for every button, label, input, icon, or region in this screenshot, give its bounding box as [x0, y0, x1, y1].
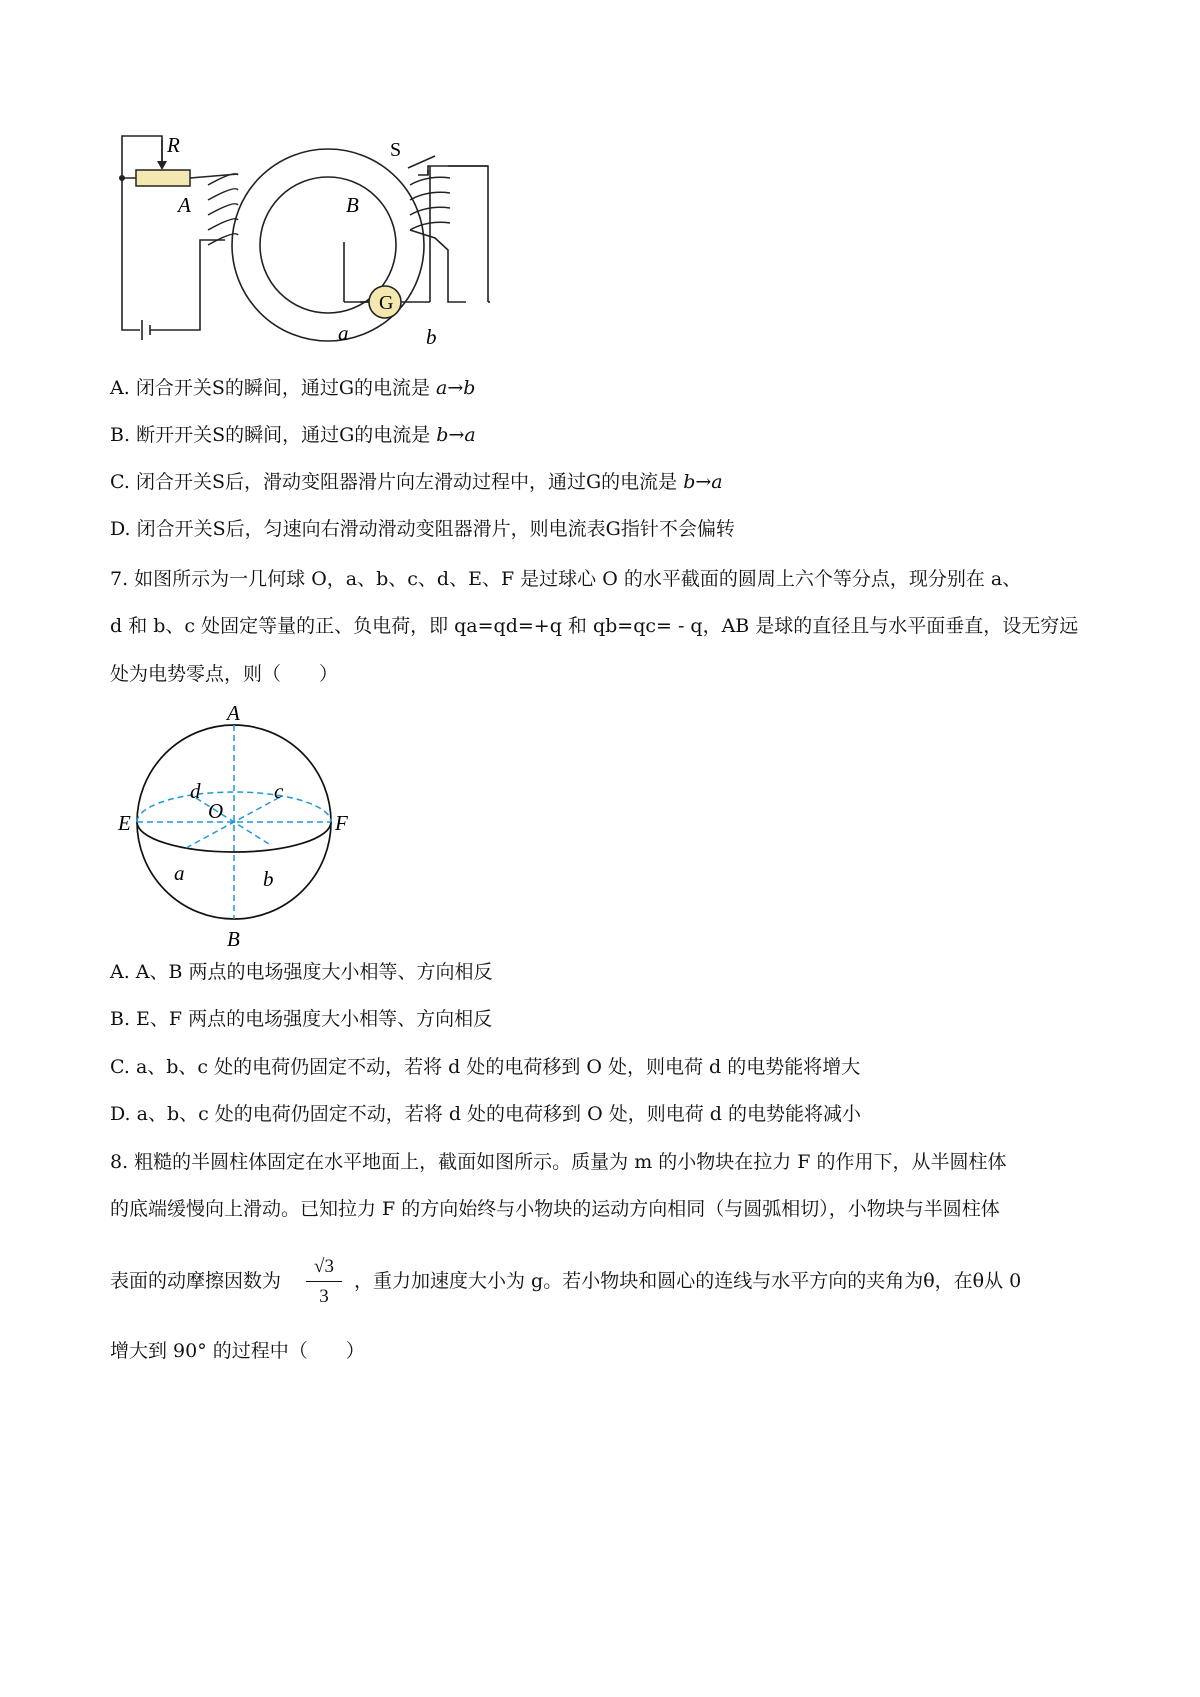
- q8-stem-line2: 的底端缓慢向上滑动。已知拉力 F 的方向始终与小物块的运动方向相同（与圆弧相切），小物块与半圆柱体: [110, 1198, 1000, 1220]
- sphere-point-f: F: [335, 811, 348, 835]
- q7-option-a: A. A、B 两点的电场强度大小相等、方向相反: [110, 961, 493, 983]
- q6-option-a: A. 闭合开关S的瞬间，通过G的电流是 a→b: [110, 377, 476, 399]
- sphere-point-b-upper: B: [227, 927, 240, 950]
- fraction-numerator: √3: [306, 1253, 342, 1282]
- switch-label: S: [390, 139, 402, 161]
- q6-option-b: B. 断开开关S的瞬间，通过G的电流是 b→a: [110, 424, 476, 446]
- coil-b-label: B: [346, 193, 359, 217]
- friction-coefficient-fraction: [306, 1253, 342, 1310]
- q8-stem-line3-post: ，重力加速度大小为 g。若小物块和圆心的连线与水平方向的夹角为θ，在θ从 0: [354, 1270, 1022, 1292]
- q8-stem-line4: 增大到 90° 的过程中（ ）: [110, 1340, 365, 1362]
- sphere-diagram: [110, 700, 370, 950]
- q7-option-b: B. E、F 两点的电场强度大小相等、方向相反: [110, 1008, 493, 1030]
- q6-option-d: D. 闭合开关S后，匀速向右滑动滑动变阻器滑片，则电流表G指针不会偏转: [110, 518, 735, 540]
- rheostat-label: R: [167, 133, 180, 157]
- sphere-point-a-upper: A: [227, 701, 240, 725]
- fraction-denominator: 3: [319, 1286, 329, 1307]
- q8-stem-line3-pre: 表面的动摩擦因数为: [110, 1270, 282, 1292]
- circuit-diagram: [110, 130, 490, 360]
- terminal-a-label: a: [338, 321, 349, 345]
- q7-stem-line1: 7. 如图所示为一几何球 O，a、b、c、d、E、F 是过球心 O 的水平截面的圆周上六个等分点，现分别在 a、: [110, 568, 1022, 590]
- terminal-b-label: b: [426, 325, 437, 349]
- sphere-point-d: d: [190, 779, 201, 803]
- coil-a-label: A: [178, 193, 191, 217]
- sphere-point-a: a: [174, 861, 185, 885]
- q7-option-d: D. a、b、c 处的电荷仍固定不动，若将 d 处的电荷移到 O 处，则电荷 d 的电势能将减小: [110, 1103, 861, 1125]
- q7-option-c: C. a、b、c 处的电荷仍固定不动，若将 d 处的电荷移到 O 处，则电荷 d 的电势能将增大: [110, 1056, 861, 1078]
- sphere-point-e: E: [118, 811, 131, 835]
- q6-option-c: C. 闭合开关S后，滑动变阻器滑片向左滑动过程中，通过G的电流是 b→a: [110, 471, 723, 493]
- sphere-center-o: O: [208, 799, 224, 823]
- q7-stem-line3: 处为电势零点，则（ ）: [110, 663, 339, 685]
- q8-stem-line1: 8. 粗糙的半圆柱体固定在水平地面上，截面如图所示。质量为 m 的小物块在拉力 F 的作用下，从半圆柱体: [110, 1151, 1007, 1173]
- sphere-point-c: c: [274, 779, 284, 803]
- galvanometer-label: G: [379, 292, 394, 314]
- sphere-point-b: b: [263, 867, 274, 891]
- q7-stem-line2: d 和 b、c 处固定等量的正、负电荷，即 qa=qd=+q 和 qb=qc= - q，AB 是球的直径且与水平面垂直，设无穷远: [110, 615, 1079, 637]
